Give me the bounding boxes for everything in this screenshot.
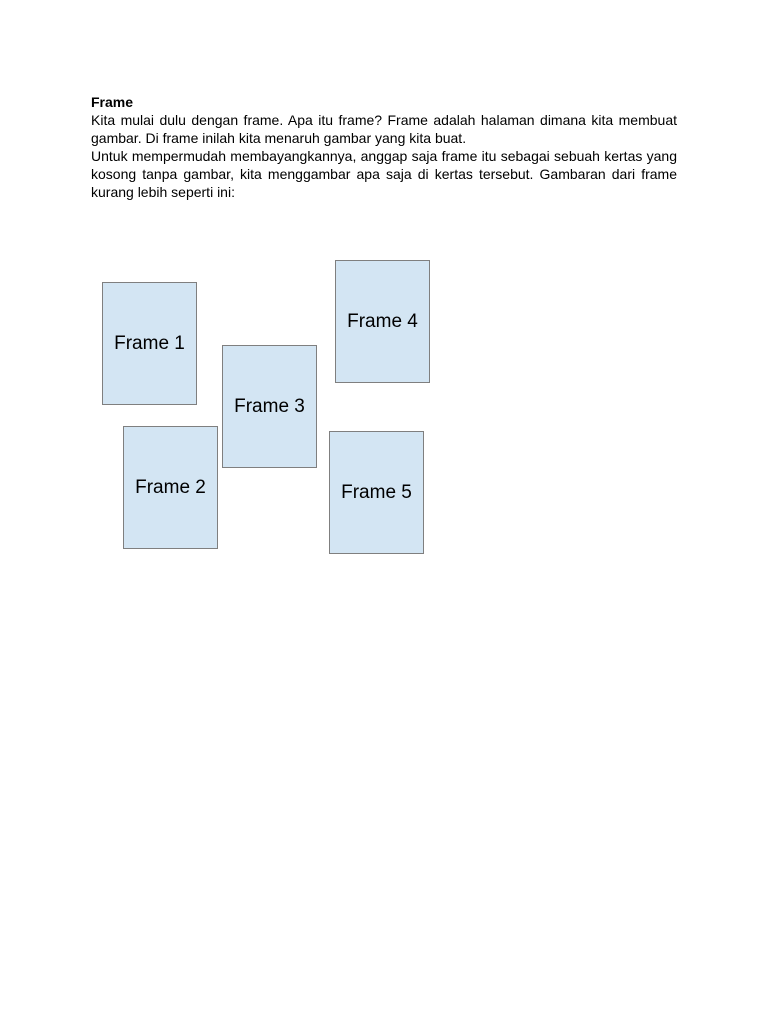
frame-label-4: Frame 4 (347, 310, 418, 332)
frame-box-2 (123, 426, 218, 549)
section-heading: Frame (91, 94, 134, 110)
frame-label-3: Frame 3 (234, 395, 305, 417)
frame-label-2: Frame 2 (135, 476, 206, 498)
frame-box-4 (335, 260, 430, 383)
frame-label-5: Frame 5 (341, 481, 412, 503)
frame-box-3 (222, 345, 317, 468)
paragraph-analogy: Untuk mempermudah membayangkannya, anggap saja frame itu sebagai sebuah kertas yang kosong tanpa gambar, kita menggambar apa saja di kertas tersebut. Gambaran dari frame kurang lebih seperti ini: (91, 148, 677, 200)
frame-label-1: Frame 1 (114, 332, 185, 354)
paragraph-intro: Kita mulai dulu dengan frame. Apa itu frame? Frame adalah halaman dimana kita membuat gambar. Di frame inilah kita menaruh gambar yang kita buat. (91, 112, 677, 146)
frame-box-5 (329, 431, 424, 554)
frame-box-1 (102, 282, 197, 405)
document-text (91, 93, 677, 201)
